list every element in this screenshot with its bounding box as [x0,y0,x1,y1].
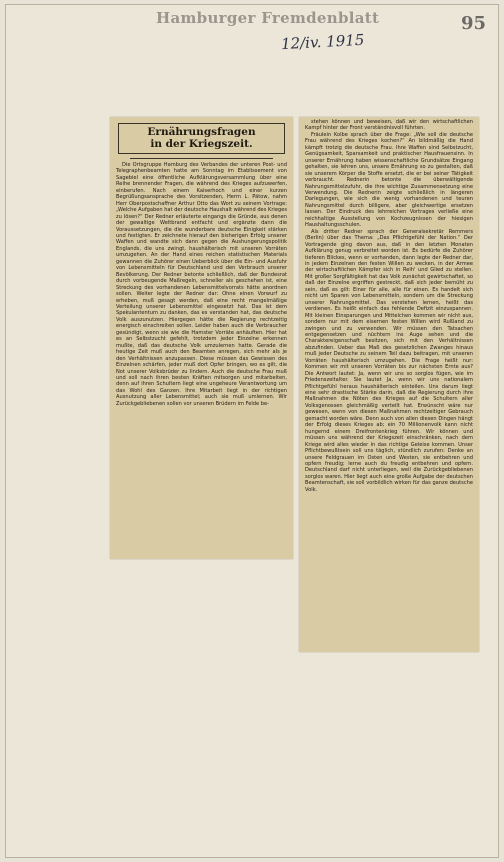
article-subtitle: in der Kriegszeit. [150,138,253,150]
paragraph: stehen können und beweisen, daß wir den wirtschaftlichen Kampf hinter der Front verständnisvoll führten. [305,119,473,132]
paragraph: Fräulein Kolbe sprach über die Frage: „Wie soll die deutsche Frau während des Krieges kochen?“ An bildmäßig die Hand kämpft trotzig die deutsche Frau. Ihre Waffen sind Selbstzucht, Genügsamkeit, Sparsamkeit und praktischer Hausfrauensinn. In unserer Ernährung haben wissenschaftliche Grundsätze Eingang gehalten, sie lehren uns, unsere Ernährung so zu gestalten, daß sie unserem Körper die Stoffe ersetzt, die er bei seiner Tätigkeit verbraucht. Rednerin betonte die überwältigende Nahrungsmittelzufuhr, die ihre wichtige Zusammensetzung eine Verwendung. Die Rednerin zeigte schließlich in längeren Darlegungen, wie sich die wenig vorhandenen und teuren Nahrungsmittel durch billigere, aber gleichwertige ersetzen lassen. Der Eindruck des lehrreichen Vortrages verließe eine reichhaltige Ausstellung von Kochzeugnissen der hiesigen Haushaltungsschulen. [305,131,473,229]
article-headline-box [118,123,285,154]
paragraph: Die Ortsgruppe Hamburg des Verbandes der unteren Post- und Telegraphenbeamten hatte am Sonntag im Etablissement von Sagebiel eine öffentliche Aufklärungsversammlung über eine Reihe brennender Fragen, die während des Krieges aufzuwerfen, einberufen. Nach einem Kaiserhoch und einer kurzen Begrüßungsansprache des Vorsitzenden, Herrn L. Pätow, nahm Herr Oberpostschaffner Arthur Otto das Wort zu seinem Vortrage: „Welche Aufgaben hat der deutsche Haushalt während des Krieges zu lösen?“ Der Redner erläuterte eingangs die Gründe, aus denen der gewaltige Weltbrand entfacht und ergänzte dann die Voraussetzungen, die die wunderbare deutsche Einigkeit stärken und festigten. Er zeichnete hierauf den bisherigen Erfolg unserer Waffen und wandte sich dann gegen die Aushungerungspolitik Englands, die uns zwingt, haushälterisch mit unseren Vorräten umzugehen. An der Hand eines reichen statistischen Materials gewannen die Zuhörer einen Ueberblick über die Ein- und Ausfuhr von Lebensmitteln für Deutschland und den Verbrauch unserer Bevölkerung. Der Redner betonte schließlich, daß der Bundesrat durch vorbeugende Maßregeln, schneller als geschehen ist, eine Streckung des vorhandenen Lebensmittelvorrats hätte anordnen sollen. Weiter legte der Redner dar: Ohne einen Vorwurf zu erheben, muß gesagt werden, daß eine recht mangelmäßige Verteilung unserer Lebensmittel eingesetzt hat. Das ist dem Spekulantentum zu danken, das es verstanden hat, das deutsche Volk auszunutzen. Hiergegen hätte die Regierung rechtzeitig energisch einschreiten sollen. Leider haben auch die Verbraucher gesündigt, wenn sie wie die Hamster Vorräte anhäuften. Hier hat es an Selbstzucht gefehlt, trotzdem jeder Einzelne erkennen mußte, daß das deutsche Volk umzulernen hatte. Gerade die heutige Zeit muß auch den Beamten anregen, sich mehr als je den Verhältnissen anzupassen. Diese müssen das Gewissen des Einzelnen schärfen, jeder muß dort Opfer bringen, wo es gilt, die Not unserer Volksbrüder zu lindern. Auch die deutsche Frau muß und soll nach ihren besten Kräften mitsorgen und mitarbeiten, denn auf ihren Schultern liegt eine ungeheure Verantwortung um das Wohl des Ganzen. Ihre Mitarbeit liegt in der richtigen Ausnutzung aller Lebensmittel; auch sie muß umlernen. Wir Zurückgebliebenen sollen vor unseren Brüdern im Felde be- [116,162,287,407]
article-clipping-right [299,117,479,652]
article-title: Ernährungsfragen [147,126,256,138]
newspaper-masthead: Hamburger Fremdenblatt [156,9,380,27]
handwritten-date: 12/iv. 1915 [280,30,365,54]
headline-rule [130,158,273,159]
article-body-left [116,162,287,407]
article-clipping-left [110,117,293,559]
article-body-right [305,119,473,493]
paragraph: Als dritter Redner sprach der Generalsekretär Remmers (Berlin) über das Thema: „Das Pflichtgefühl der Nation.“ Der Vortragende ging davon aus, daß in den letzten Monaten Aufklärung genug verbreitet worden ist. Es bedürfe die Zuhörer tieferen Blickes, wenn er vorhanden, dann legte der Redner dar, in jedem Einzelnen den festen Willen zu wecken, in der Armee der wirtschaftlichen Kämpfer sich in Reih' und Glied zu stellen. Mit großer Sorgfältigkeit hat das Volk zunächst gewirtschaftet, so daß der Einzelne ergriffen gestreckt, daß sich jeder bemüht zu sein, daß es gilt: Einer für alle, alle für einen. Es handelt sich nicht um Sparen von Lebensmitteln, sondern um die Streckung unserer Nahrungsmittel. Das verstehen lernen, heißt das verdienen. Es heißt einfach das fehlende Defizit einzuspannen. Mit kleinen Einsparungen und Mittelchen kommen wir nicht aus, sondern nur mit dem eisernen festen Willen wird Rußland zu zwingen und zu verwenden. Wir müssen den Tatsachen entgegensetzen und nüchtern ins Auge sehen und die Charaktereigenschaft besitzen, sich mit den Verhältnissen abzufinden. Ueber das Maß des gesetzlichen Zwanges hinaus muß jeder Deutsche zu seinem Teil dazu beitragen, mit unseren Vorräten haushälterisch umzugehen. Die Frage heißt nur: Kommen wir mit unseren Vorräten bis zur nächsten Ernte aus? Die Antwort lautet: Ja, wenn wir uns so sorglos fügen, wie im Friedenszeitalter. Sie lautet Ja, wenn wir uns nationalem Pflichtgefühl heraus haushälterisch einteilen. Uns darum liegt eine sehr drastische Stärke darin, daß die Regierung durch ihre Maßnahmen die Nöten des Krieges auf die Schultern aller Volksgenossen gleichmäßig verteilt hat. Erwünscht wäre nur gewesen, wenn von diesen Maßnahmen rechtzeitiger Gebrauch gemacht worden wäre. Denn auch von allen diesen Dingen hängt der Erfolg dieses Krieges ab; ein 70 Millionenvolk kann nicht hungernd einem Dreifrontenkrieg führen. Wir können und müssen uns während der Kriegszeit einschränken, nach dem Kriege wird alles wieder in das richtige Geleise kommen. Unser Pflichtbewußtsein soll uns täglich, stündlich zurufen: Denke an unsere Feldgrauen im Osten und Westen, sie entbehren und opfern freudig; lerne auch du freudig entbehren und opfern. Deutschland darf nicht unterliegen, weil die Zurückgebliebenen sorglos waren. Hier liegt auch eine große Aufgabe der deutschen Beamtenschaft, sie soll vorbildlich wirken für das ganze deutsche Volk. [305,228,473,493]
page-number: 95 [460,13,486,34]
archive-sheet [5,4,499,858]
